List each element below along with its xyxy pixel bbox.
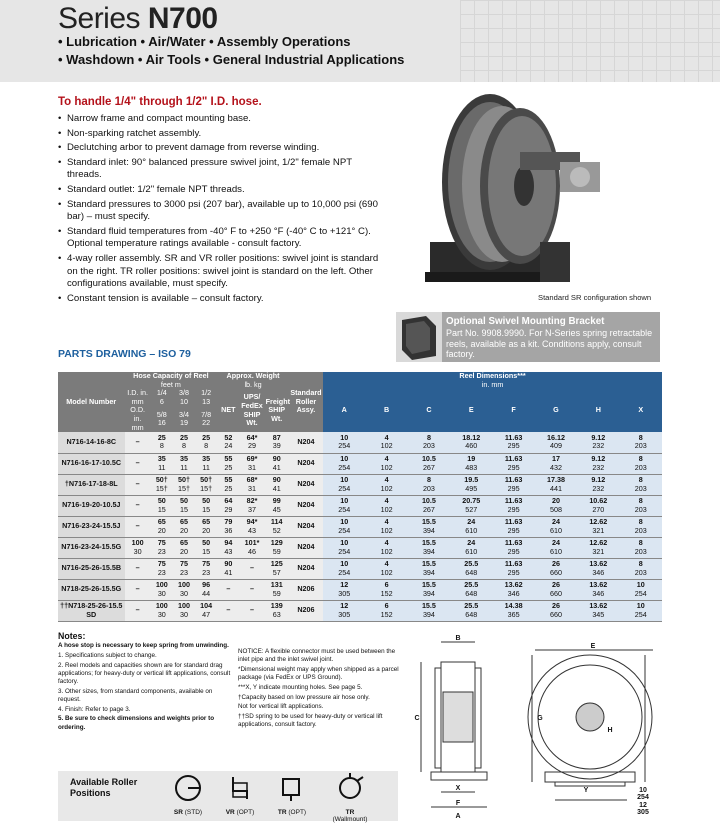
- feature-item: • Declutching arbor to prevent damage from reverse winding.: [58, 142, 388, 155]
- weight-cell: 114 52: [265, 516, 289, 537]
- note-item: 5. Be sure to check dimensions and weights prior to ordering.: [58, 715, 215, 731]
- capacity-cell: 75 23: [151, 558, 173, 579]
- capacity-cell: 25 8: [173, 432, 195, 453]
- diagram-label: 305: [637, 809, 649, 816]
- dimension-cell: 4 102: [365, 432, 407, 453]
- od-5-8: 5/8 16: [151, 406, 173, 432]
- dimension-cell: 10 254: [323, 453, 365, 474]
- notice-item: NOTICE: A flexible connector must be used between the inlet pipe and the inlet swivel joint.: [238, 648, 396, 664]
- dimension-cell: 4 102: [365, 537, 407, 558]
- dimension-cell: 4 102: [365, 495, 407, 516]
- model-number: †N716-17-18-8L: [58, 474, 125, 495]
- table-row: [58, 495, 662, 516]
- capacity-cell: –: [125, 453, 151, 474]
- hose-capacity-header: Hose Capacity of Reel feet m: [125, 372, 218, 389]
- dimension-cell: 20.75 527: [450, 495, 492, 516]
- weight-cell: –: [217, 600, 239, 621]
- notice-item: Not for vertical lift applications.: [238, 703, 324, 711]
- weight-header: Approx. Weight lb. kg: [217, 372, 289, 389]
- subtitle-line-1: • Lubrication • Air/Water • Assembly Operations: [58, 34, 351, 49]
- dimension-cell: 12.62 321: [577, 516, 619, 537]
- table-row: [58, 558, 662, 579]
- capacity-cell: 50 15: [151, 495, 173, 516]
- diagram-label: 12: [639, 802, 647, 809]
- dim-e-header: E: [450, 389, 492, 432]
- spec-table: [58, 372, 662, 622]
- roller-assy-cell: N206: [289, 600, 323, 621]
- dimension-cell: 10 254: [323, 474, 365, 495]
- weight-cell: 55 25: [217, 474, 239, 495]
- capacity-cell: 65 20: [151, 516, 173, 537]
- weight-cell: –: [239, 600, 264, 621]
- dimension-cell: 8 203: [619, 495, 662, 516]
- dimension-cell: 25.5 648: [450, 600, 492, 621]
- weight-cell: 87 39: [265, 432, 289, 453]
- roller-wallmount-icon: [335, 773, 365, 803]
- dimension-cell: 18.12 460: [450, 432, 492, 453]
- capacity-cell: 35 11: [195, 453, 217, 474]
- dimension-cell: 8 203: [619, 558, 662, 579]
- dim-h-header: H: [577, 389, 619, 432]
- capacity-cell: 75 23: [173, 558, 195, 579]
- dimension-cell: 16.12 409: [535, 432, 577, 453]
- capacity-cell: 104 47: [195, 600, 217, 621]
- model-number: N716-23-24-15.5J: [58, 516, 125, 537]
- roller-tr-icon: [277, 773, 307, 803]
- dimension-cell: 25.5 648: [450, 579, 492, 600]
- weight-cell: 52 24: [217, 432, 239, 453]
- roller-sr-icon: [173, 773, 203, 803]
- dimension-cell: 11.63 295: [492, 516, 534, 537]
- model-number: N716-14-16-8C: [58, 432, 125, 453]
- dimension-cell: 10 254: [323, 558, 365, 579]
- dimension-cell: 10.5 267: [408, 453, 450, 474]
- weight-cell: 99 45: [265, 495, 289, 516]
- dimension-cell: 10 254: [619, 600, 662, 621]
- parts-drawing-title: PARTS DRAWING – ISO 79: [58, 348, 191, 360]
- reel-dimensions-header: Reel Dimensions*** in. mm: [323, 372, 662, 389]
- diagram-label: E: [590, 643, 596, 650]
- weight-cell: 68* 31: [239, 474, 264, 495]
- dimension-cell: 9.12 232: [577, 453, 619, 474]
- freight-header: Freight SHIP Wt.: [265, 389, 289, 432]
- diagram-label: H: [607, 727, 613, 734]
- capacity-cell: 50 15: [195, 537, 217, 558]
- capacity-cell: 100 30: [173, 579, 195, 600]
- roller-positions-bar: [58, 771, 398, 821]
- weight-cell: 64* 29: [239, 432, 264, 453]
- roller-tr: TR (OPT): [270, 773, 314, 816]
- roller-assy-cell: N204: [289, 432, 323, 453]
- diagram-label: C: [414, 715, 420, 722]
- feature-list: [58, 113, 388, 307]
- weight-cell: 129 59: [265, 537, 289, 558]
- capacity-cell: –: [125, 516, 151, 537]
- weight-cell: 79 36: [217, 516, 239, 537]
- note-item: 2. Reel models and capacities shown are for standard drag applications; for heavy-duty or vertical lift applications, consult factory.: [58, 661, 231, 686]
- notice-item: ††SD spring to be used for heavy-duty or vertical lift applications, consult factory.: [238, 712, 383, 729]
- dimension-cell: 15.5 394: [408, 516, 450, 537]
- dim-a-header: A: [323, 389, 365, 432]
- dim-c-header: C: [408, 389, 450, 432]
- table-row: [58, 516, 662, 537]
- od-3-4: 3/4 19: [173, 406, 195, 432]
- notice-item: *Dimensional weight may apply when shipped as a parcel package (via FedEx or UPS Ground).: [238, 665, 399, 682]
- capacity-cell: 96 44: [195, 579, 217, 600]
- capacity-cell: –: [125, 579, 151, 600]
- capacity-cell: 35 11: [151, 453, 173, 474]
- diagram-label: Y: [583, 787, 589, 794]
- roller-assy-cell: N204: [289, 558, 323, 579]
- feature-item: • Narrow frame and compact mounting base.: [58, 113, 388, 126]
- dimension-cell: 8 203: [619, 453, 662, 474]
- note-item: 4. Finish: Refer to page 3.: [58, 705, 131, 713]
- weight-cell: 90 41: [265, 474, 289, 495]
- model-number: ††N718-25-26-15.5 SD: [58, 600, 125, 621]
- dimension-cell: 19.5 495: [450, 474, 492, 495]
- dimension-cell: 15.5 394: [408, 600, 450, 621]
- od-in-label: O.D. in. mm: [125, 406, 151, 432]
- id-in-label: I.D. in. mm: [125, 389, 151, 406]
- hose-reel-photo: [420, 92, 660, 292]
- model-number: N716-23-24-15.5G: [58, 537, 125, 558]
- weight-cell: 94* 43: [239, 516, 264, 537]
- dimension-cell: 4 102: [365, 516, 407, 537]
- capacity-cell: 35 11: [173, 453, 195, 474]
- col-model-header: Model Number: [58, 372, 125, 432]
- dimension-cell: 8 203: [408, 432, 450, 453]
- table-row: [58, 474, 662, 495]
- weight-cell: –: [239, 579, 264, 600]
- model-number: N716-25-26-15.5B: [58, 558, 125, 579]
- dimension-cell: 26 660: [535, 579, 577, 600]
- capacity-cell: 75 23: [195, 558, 217, 579]
- roller-positions-title: Available Roller Positions: [70, 777, 138, 798]
- table-row: [58, 432, 662, 453]
- dimension-cell: 17.38 441: [535, 474, 577, 495]
- dimension-cell: 9.12 232: [577, 474, 619, 495]
- net-header: NET: [217, 389, 239, 432]
- dimension-cell: 4 102: [365, 453, 407, 474]
- photo-caption: Standard SR configuration shown: [538, 293, 652, 302]
- weight-cell: 101* 46: [239, 537, 264, 558]
- table-row: [58, 600, 662, 621]
- table-row: [58, 537, 662, 558]
- dimension-cell: 26 660: [535, 600, 577, 621]
- dimension-cell: 4 102: [365, 558, 407, 579]
- dimension-cell: 24 610: [450, 516, 492, 537]
- header-banner: [0, 0, 720, 82]
- dimension-cell: 11.63 295: [492, 537, 534, 558]
- capacity-cell: 65 20: [195, 516, 217, 537]
- weight-cell: 125 57: [265, 558, 289, 579]
- dimension-cell: 13.62 346: [577, 558, 619, 579]
- dimension-cell: 8 203: [619, 537, 662, 558]
- diagram-label: 254: [637, 794, 649, 801]
- weight-cell: 90 41: [217, 558, 239, 579]
- diagram-label: G: [537, 715, 543, 722]
- feature-item: • Standard outlet: 1/2" female NPT threads.: [58, 184, 388, 197]
- roller-assy-cell: N206: [289, 579, 323, 600]
- feature-item: • Standard inlet: 90° balanced pressure swivel joint, 1/2" female NPT threads.: [58, 157, 388, 182]
- capacity-cell: 50 15: [195, 495, 217, 516]
- dimension-cell: 9.12 232: [577, 432, 619, 453]
- roller-assy-cell: N204: [289, 516, 323, 537]
- weight-cell: 139 63: [265, 600, 289, 621]
- roller-header: Standard Roller Assy.: [289, 372, 323, 432]
- dimension-cell: 11.63 295: [492, 453, 534, 474]
- hose-range-title: To handle 1/4" through 1/2" I.D. hose.: [58, 96, 262, 108]
- roller-assy-cell: N204: [289, 474, 323, 495]
- capacity-cell: –: [125, 558, 151, 579]
- feature-item: • Constant tension is available – consult factory.: [58, 293, 388, 306]
- dimension-cell: 6 152: [365, 600, 407, 621]
- table-row: [58, 579, 662, 600]
- header-grid-pattern: [460, 0, 720, 82]
- dimension-cell: 8 203: [408, 474, 450, 495]
- dim-f-header: F: [492, 389, 534, 432]
- dimension-cell: 19 483: [450, 453, 492, 474]
- model-number: N716-19-20-10.5J: [58, 495, 125, 516]
- size-1-4: 1/4 6: [151, 389, 173, 406]
- dimension-cell: 11.63 295: [492, 558, 534, 579]
- capacity-cell: 100 30: [151, 600, 173, 621]
- diagram-label: A: [455, 813, 461, 820]
- diagram-label: 10: [639, 787, 647, 794]
- capacity-cell: 25 8: [151, 432, 173, 453]
- roller-sr: SR (STD): [166, 773, 210, 816]
- capacity-cell: 50† 15†: [173, 474, 195, 495]
- capacity-cell: –: [125, 495, 151, 516]
- page-title: Series N700: [58, 2, 218, 35]
- notice-item: ***X, Y indicate mounting holes. See page 5.: [238, 683, 363, 691]
- capacity-cell: 100 30: [151, 579, 173, 600]
- dimension-cell: 11.63 295: [492, 474, 534, 495]
- weight-cell: 82* 37: [239, 495, 264, 516]
- bracket-image: [396, 312, 442, 362]
- dimension-cell: 24 610: [450, 537, 492, 558]
- weight-cell: 64 29: [217, 495, 239, 516]
- bracket-description: Part No. 9908.9990. For N-Series spring retractable reels, available as a kit. Conditions apply, consult factory.: [446, 328, 653, 360]
- swivel-bracket-box: [396, 312, 660, 362]
- dimension-cell: 13.62 346: [577, 579, 619, 600]
- diagram-label: B: [455, 635, 461, 642]
- dimension-cell: 20 508: [535, 495, 577, 516]
- dimension-cell: 17 432: [535, 453, 577, 474]
- dimension-cell: 8 203: [619, 474, 662, 495]
- dimension-cell: 15.5 394: [408, 537, 450, 558]
- bracket-title: Optional Swivel Mounting Bracket: [446, 316, 605, 327]
- dimension-cell: 12 305: [323, 600, 365, 621]
- dimension-cell: 8 203: [619, 516, 662, 537]
- feature-item: • Standard fluid temperatures from -40° F to +250 °F (-40° C to +121° C). Optional temperature ratings available - consult factory.: [58, 226, 388, 251]
- dimension-cell: 10 254: [619, 579, 662, 600]
- ups-header: UPS/ FedEx SHIP Wt.: [239, 389, 264, 432]
- dimension-cell: 10.5 267: [408, 495, 450, 516]
- weight-cell: 90 41: [265, 453, 289, 474]
- weight-cell: 94 43: [217, 537, 239, 558]
- capacity-cell: 25 8: [195, 432, 217, 453]
- dimension-cell: 15.5 394: [408, 579, 450, 600]
- parts-drawing: [405, 632, 665, 822]
- notice-item: †Capacity based on low pressure air hose only.: [238, 693, 370, 701]
- feature-item: • Standard pressures to 3000 psi (207 bar), available up to 10,000 psi (690 bar) – must specify.: [58, 199, 388, 224]
- dim-g-header: G: [535, 389, 577, 432]
- dimension-cell: 26 660: [535, 558, 577, 579]
- notes-lead: A hose stop is necessary to keep spring from unwinding.: [58, 642, 229, 650]
- weight-cell: 55 25: [217, 453, 239, 474]
- roller-vr-icon: [225, 773, 255, 803]
- model-number: N718-25-26-15.5G: [58, 579, 125, 600]
- od-7-8: 7/8 22: [195, 406, 217, 432]
- weight-cell: –: [239, 558, 264, 579]
- size-3-8: 3/8 10: [173, 389, 195, 406]
- dim-x-header: X: [619, 389, 662, 432]
- dimension-cell: 14.38 365: [492, 600, 534, 621]
- feature-item: • 4-way roller assembly. SR and VR roller positions: swivel joint is standard on the right. TR roller positions: swivel joint is standard on the left. Other configurations available, must specify.: [58, 253, 388, 291]
- dimension-cell: 11.63 295: [492, 432, 534, 453]
- dimension-cell: 24 610: [535, 516, 577, 537]
- capacity-cell: 50† 15†: [151, 474, 173, 495]
- dimension-cell: 6 152: [365, 579, 407, 600]
- dimension-cell: 12.62 321: [577, 537, 619, 558]
- weight-cell: 131 59: [265, 579, 289, 600]
- capacity-cell: 100 30: [173, 600, 195, 621]
- dimension-cell: 11.63 295: [492, 495, 534, 516]
- capacity-cell: 65 20: [173, 537, 195, 558]
- roller-assy-cell: N204: [289, 453, 323, 474]
- dimension-cell: 12 305: [323, 579, 365, 600]
- weight-cell: 69* 31: [239, 453, 264, 474]
- dimension-cell: 8 203: [619, 432, 662, 453]
- table-row: [58, 453, 662, 474]
- capacity-cell: –: [125, 432, 151, 453]
- model-number: N716-16-17-10.5C: [58, 453, 125, 474]
- diagram-label: X: [455, 785, 461, 792]
- feature-item: • Non-sparking ratchet assembly.: [58, 128, 388, 141]
- size-1-2: 1/2 13: [195, 389, 217, 406]
- capacity-cell: 65 20: [173, 516, 195, 537]
- dim-b-header: B: [365, 389, 407, 432]
- note-item: 1. Specifications subject to change.: [58, 651, 157, 659]
- capacity-cell: –: [125, 600, 151, 621]
- dimension-cell: 13.62 346: [492, 579, 534, 600]
- dimension-cell: 25.5 648: [450, 558, 492, 579]
- weight-cell: –: [217, 579, 239, 600]
- notes-title: Notes:: [58, 631, 86, 641]
- capacity-cell: 75 23: [151, 537, 173, 558]
- dimension-cell: 10 254: [323, 537, 365, 558]
- dimension-cell: 4 102: [365, 474, 407, 495]
- dimension-cell: 24 610: [535, 537, 577, 558]
- dimension-cell: 10 254: [323, 432, 365, 453]
- capacity-cell: –: [125, 474, 151, 495]
- roller-assy-cell: N204: [289, 495, 323, 516]
- roller-assy-cell: N204: [289, 537, 323, 558]
- dimension-cell: 10.62 270: [577, 495, 619, 516]
- capacity-cell: 50 15: [173, 495, 195, 516]
- dimension-cell: 10 254: [323, 516, 365, 537]
- subtitle-line-2: • Washdown • Air Tools • General Industrial Applications: [58, 52, 405, 67]
- capacity-cell: 50† 15†: [195, 474, 217, 495]
- diagram-label: F: [455, 800, 461, 807]
- notice-section: [238, 648, 400, 731]
- roller-tr-wallmount: TR (Wallmount): [328, 773, 372, 823]
- note-item: 3. Other sizes, from standard components, available on request.: [58, 687, 213, 703]
- notes-section: [58, 632, 233, 733]
- dimension-cell: 13.62 345: [577, 600, 619, 621]
- dimension-cell: 15.5 394: [408, 558, 450, 579]
- capacity-cell: 100 30: [125, 537, 151, 558]
- dimension-cell: 10 254: [323, 495, 365, 516]
- roller-vr: VR (OPT): [218, 773, 262, 816]
